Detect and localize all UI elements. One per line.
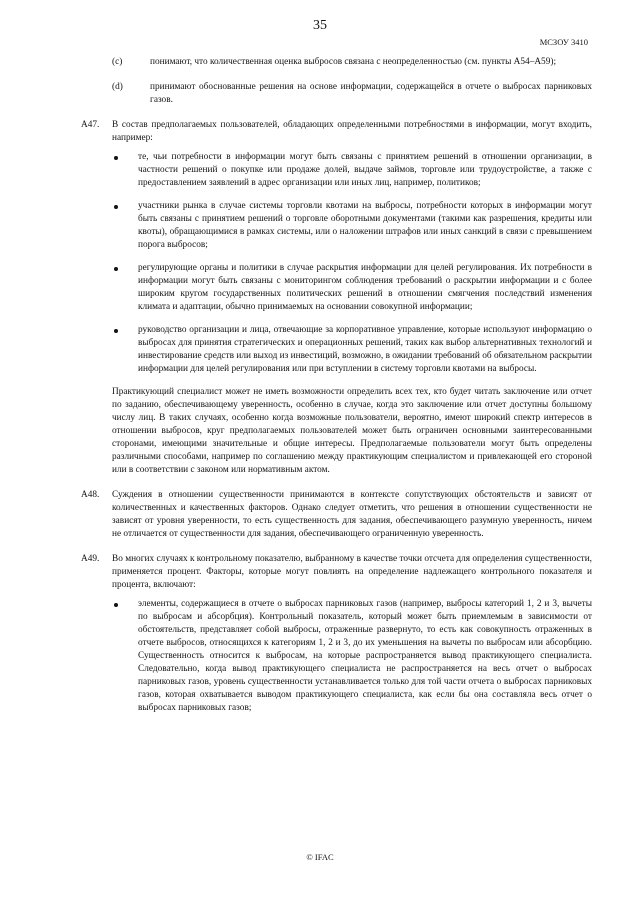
bullet-icon — [114, 267, 118, 271]
page-number: 35 — [313, 18, 327, 33]
paragraph-intro: В состав предполагаемых пользователей, обладающих определенными потребностями в информации, могут входить, например: — [112, 120, 592, 143]
bullet-icon — [114, 603, 118, 607]
bullet-item — [112, 324, 592, 376]
bullet-list — [112, 151, 592, 376]
paragraph-intro: Во многих случаях к контрольному показателю, выбранному в качестве точки отсчета для определения существенности, применяется процент. Факторы, которые могут повлиять на определение надлежащего контрольного показателя и процента, включают: — [112, 554, 592, 590]
paragraph-number: A48. — [81, 490, 100, 500]
list-marker: (d) — [112, 82, 123, 92]
bullet-text: те, чьи потребности в информации могут быть связаны с принятием решений в отношении организации, в частности решений о покупке или продаже долей, выдаче займов, торговле или трудоустройстве, а также с предоставлением заявлений в адрес организации или иных лиц, например, политиков; — [138, 152, 592, 188]
list-item-c — [112, 56, 592, 69]
bullet-list — [112, 598, 592, 715]
paragraph-number: A49. — [81, 554, 100, 564]
bullet-item — [112, 151, 592, 190]
bullet-text: регулирующие органы и политики в случае раскрытия информации для целей регулирования. Их потребности в информации могут быть связаны с мониторингом соблюдения требований о раскрытии информации и с более широким кругом государственных политических решений в отношении смягчения последствий изменения климата и адаптации, обычно принимаемых на основании совокупной информации; — [138, 263, 592, 312]
bullet-item — [112, 262, 592, 314]
list-item-text: понимают, что количественная оценка выбросов связана с неопределенностью (см. пункты А54–А59); — [150, 57, 557, 67]
bullet-text: элементы, содержащиеся в отчете о выбросах парниковых газов (например, выбросы категорий 1, 2 и 3, вычеты по выбросам и абсорбция). Контрольный показатель, который может быть приемлемым в зависимости от обстоятельств, представляет собой выбросы, отраженные развернуто, то есть как совокупность отраженных в отчете выбросов, относящихся к категориям 1, 2 и 3, до их уменьшения на вычеты по выбросам или абсорбцию. Существенность относится к выбросам, на которые распространяется вывод практикующего специалиста. Следовательно, когда вывод практикующего специалиста не распространяется на весь отчет о выбросах парниковых газов, уровень существенности устанавливается только для той части отчета о выбросах парниковых газов, которая охватывается выводом практикующего специалиста, как если бы она составляла весь отчет о выбросах парниковых газов; — [138, 599, 592, 713]
list-item-text: принимают обоснованные решения на основе информации, содержащейся в отчете о выбросах парниковых газов. — [150, 82, 592, 105]
bullet-icon — [114, 156, 118, 160]
paragraph-a48 — [81, 489, 592, 541]
bullet-text: участники рынка в случае системы торговли квотами на выбросы, потребности которых в информации могут быть связаны с принятием решений о торговле оборотными документами (такими как разрешения, кредиты или квоты), обращающимися в рамках системы, или о наложении штрафов или иных санкций в связи с превышением порога выбросов; — [138, 201, 592, 250]
paragraph-text: Суждения в отношении существенности принимаются в контексте сопутствующих обстоятельств и зависят от количественных и качественных факторов. Однако следует отметить, что решения в отношении существенности не зависят от уровня уверенности, то есть существенность для задания, обеспечивающего разумную уверенность, ничем не отличается от существенности для задания, обеспечивающего ограниченную уверенность. — [112, 490, 592, 539]
bullet-text: руководство организации и лица, отвечающие за корпоративное управление, которые используют информацию о выбросах для принятия стратегических и операционных решений, таких как выбор альтернативных технологий и инвестирование средств или выход из инвестиций, возможно, в ожидании требований об обязательном раскрытии информации для целей регулирования или при вступлении в систему торговли квотами на выбросы. — [138, 325, 592, 374]
paragraph-a49 — [81, 553, 592, 715]
page-content — [81, 56, 592, 727]
document-code: МСЗОУ 3410 — [539, 37, 588, 47]
list-marker: (c) — [112, 57, 123, 67]
bullet-icon — [114, 205, 118, 209]
bullet-item — [112, 200, 592, 252]
footer-copyright: © IFAC — [306, 852, 334, 862]
bullet-item — [112, 598, 592, 715]
bullet-icon — [114, 329, 118, 333]
list-item-d — [112, 81, 592, 107]
paragraph-closing: Практикующий специалист может не иметь возможности определить всех тех, кто будет читать заключение или отчет по заданию, обеспечивающему уверенность, особенно в случае, когда это заключение или отчет доступны большому числу лиц. В таких случаях, особенно когда возможные пользователи, вероятно, имеют широкий спектр интересов в отношении выбросов, круг предполагаемых пользователей может быть ограничен основными заинтересованными сторонами, имеющими значительные и общие интересы. Предполагаемые пользователи могут быть определены различными способами, например по соглашению между практикующим специалистом и привлекающей его стороной или в соответствии с законом или нормативным актом. — [112, 387, 592, 475]
paragraph-a47 — [81, 119, 592, 477]
paragraph-number: A47. — [81, 120, 100, 130]
